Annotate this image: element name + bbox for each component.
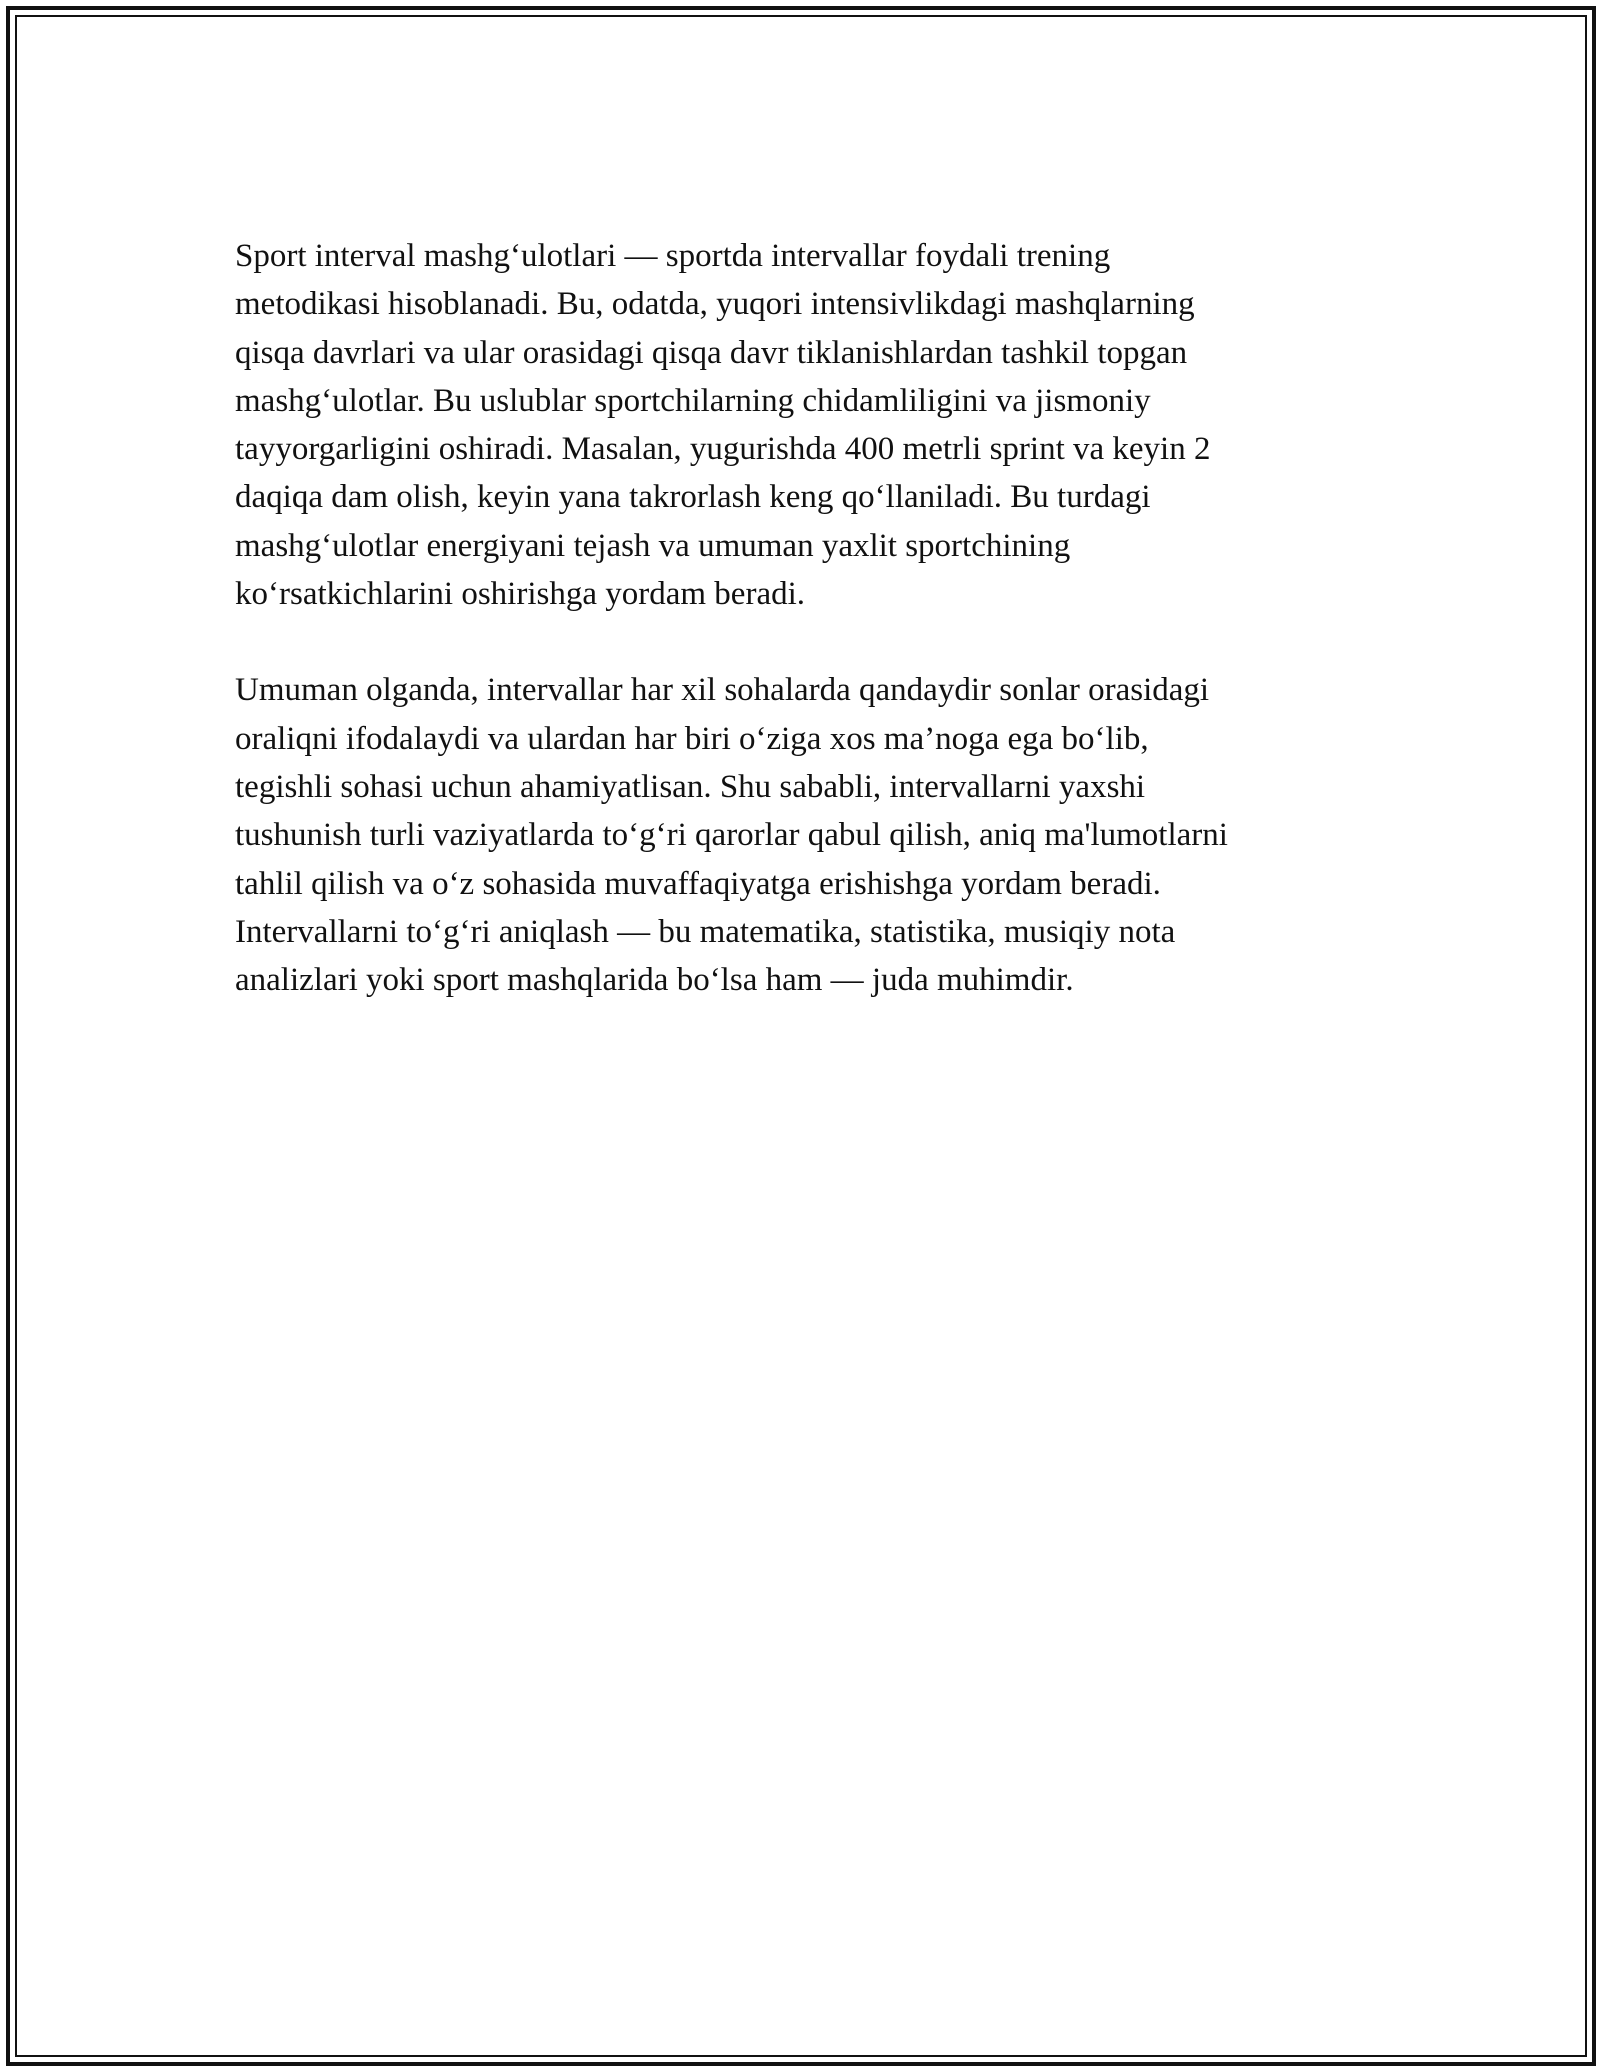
paragraph-2: Umuman olganda, intervallar har xil sohalarda qandaydir sonlar orasidagi oraliqni ifodalaydi va ulardan har biri o‘ziga xos ma’noga ega bo‘lib, tegishli sohasi uchun ahamiyatlisan. Shu sababli, intervallarni yaxshi tushunish turli vaziyatlarda to‘g‘ri qarorlar qabul qilish, aniq ma'lumotlarni tahlil qilish va o‘z sohasida muvaffaqiyatga erishishga yordam beradi. Intervallarni to‘g‘ri aniqlash — bu matematika, statistika, musiqiy nota analizlari yoki sport mashqlarida bo‘lsa ham — juda muhimdir. (235, 672, 1228, 999)
paragraph-1: Sport interval mashg‘ulotlari — sportda intervallar foydali trening metodikasi hisoblanadi. Bu, odatda, yuqori intensivlikdagi mashqlarning qisqa davrlari va ular orasidagi qisqa davr tiklanishlardan tashkil topgan mashg‘ulotlar. Bu uslublar sportchilarning chidamliligini va jismoniy tayyorgarligini oshiradi. Masalan, yugurishda 400 metrli sprint va keyin 2 daqiqa dam olish, keyin yana takrorlash keng qo‘llaniladi. Bu turdagi mashg‘ulotlar energiyani tejash va umuman yaxlit sportchining ko‘rsatkichlarini oshirishga yordam beradi. (235, 238, 1211, 613)
document-body (235, 232, 1375, 1004)
